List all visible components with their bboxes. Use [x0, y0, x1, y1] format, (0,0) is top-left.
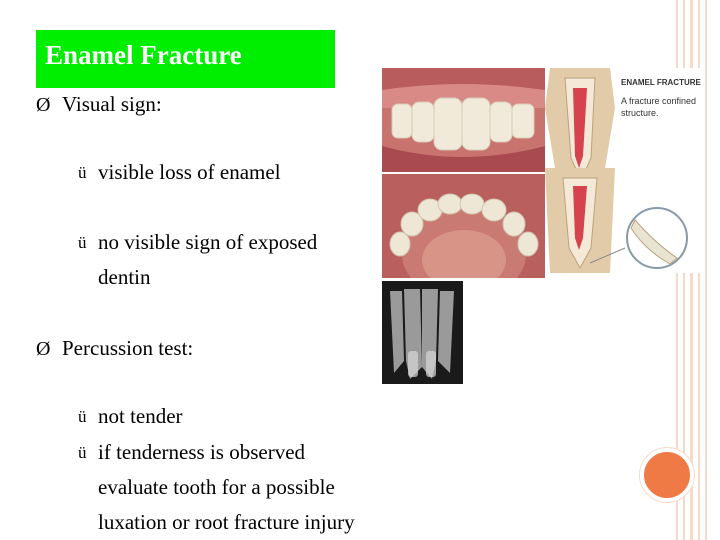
check-bullet-icon: ü — [78, 233, 87, 252]
decorative-orb — [640, 448, 694, 502]
bullet-if-tender-cont: luxation or root fracture injury — [98, 510, 355, 534]
check-bullet-icon: ü — [78, 407, 87, 426]
bullet-loss-of-enamel: visible loss of enamel — [98, 160, 281, 184]
bullet-percussion-test: Percussion test: — [62, 336, 194, 360]
bullet-no-exposed-dentin: no visible sign of exposed — [98, 230, 318, 254]
bullet-not-tender: not tender — [98, 404, 183, 428]
upper-arch-photo — [382, 174, 545, 278]
bullet-if-tender: if tenderness is observed — [98, 440, 306, 464]
check-bullet-icon: ü — [78, 443, 87, 462]
bullet-if-tender-cont: evaluate tooth for a possible — [98, 475, 335, 499]
border-stripe — [705, 0, 707, 540]
bullet-no-exposed-dentin-cont: dentin — [98, 265, 151, 289]
arrow-bullet-icon: Ø — [36, 94, 51, 116]
enamel-fracture-diagram — [545, 68, 705, 273]
radiograph-image — [382, 281, 463, 384]
diagram-caption: A fracture confined — [621, 96, 697, 106]
slide-title: Enamel Fracture — [45, 40, 242, 70]
diagram-caption-cont: structure. — [621, 108, 659, 118]
diagram-heading: ENAMEL FRACTURE — [621, 78, 701, 87]
check-bullet-icon: ü — [78, 163, 87, 182]
arrow-bullet-icon: Ø — [36, 338, 51, 360]
front-teeth-photo — [382, 68, 545, 172]
bullet-visual-sign: Visual sign: — [62, 92, 162, 116]
